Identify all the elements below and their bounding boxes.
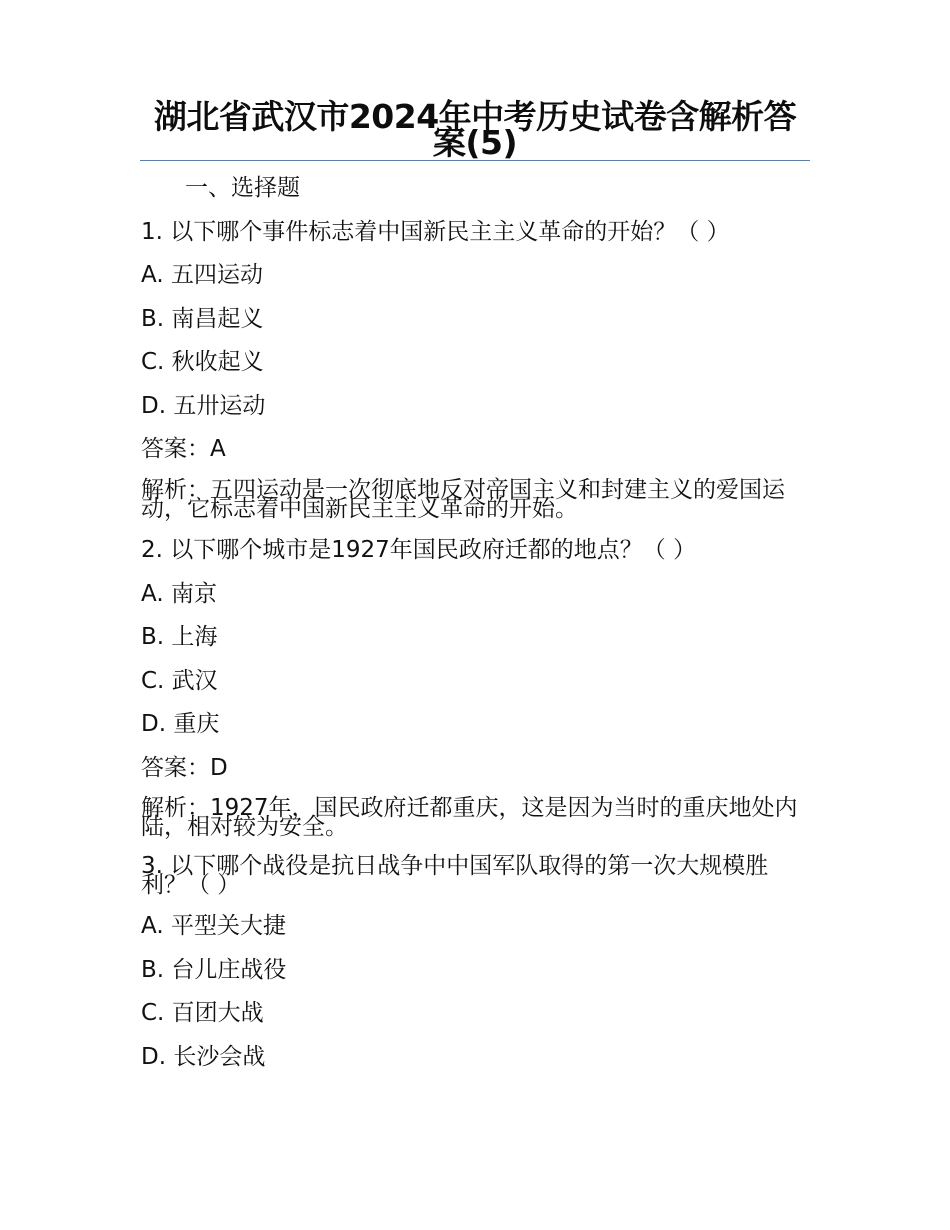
question-2-option-d: D. 重庆 — [141, 711, 220, 737]
question-3-option-a: A. 平型关大捷 — [141, 913, 286, 939]
question-1-option-d: D. 五卅运动 — [141, 392, 266, 419]
question-2-option-c: C. 武汉 — [141, 667, 218, 694]
question-2-answer: 答案：D — [141, 754, 228, 781]
question-3-option-c: C. 百团大战 — [141, 1000, 264, 1026]
question-1-stem: 1. 以下哪个事件标志着中国新民主主义革命的开始？（ ） — [141, 218, 730, 245]
section-heading: 一、选择题 — [185, 175, 300, 201]
question-3-option-b: B. 台儿庄战役 — [141, 956, 287, 983]
title-underline — [140, 160, 810, 161]
question-2-stem: 2. 以下哪个城市是1927年国民政府迁都的地点？（ ） — [141, 537, 697, 563]
document-body — [141, 176, 811, 1088]
question-1-option-c: C. 秋收起义 — [141, 349, 264, 375]
question-3-option-d: D. 长沙会战 — [141, 1043, 266, 1070]
question-2-option-a: A. 南京 — [141, 580, 217, 607]
question-3-stem: 3. 以下哪个战役是抗日战争中中国军队取得的第一次大规模胜利？（ ） — [141, 852, 769, 898]
question-2-analysis: 解析：1927年，国民政府迁都重庆，这是因为当时的重庆地处内陆，相对较为安全。 — [141, 795, 798, 840]
question-1-answer: 答案：A — [141, 436, 226, 462]
question-2-option-b: B. 上海 — [141, 624, 218, 650]
question-1-analysis: 解析：五四运动是一次彻底地反对帝国主义和封建主义的爱国运动，它标志着中国新民主主义革命的开始。 — [141, 476, 785, 522]
document-title: 湖北省武汉市2024年中考历史试卷含解析答案(5) — [153, 97, 797, 162]
question-1-option-a: A. 五四运动 — [141, 262, 263, 288]
question-1-option-b: B. 南昌起义 — [141, 305, 264, 332]
